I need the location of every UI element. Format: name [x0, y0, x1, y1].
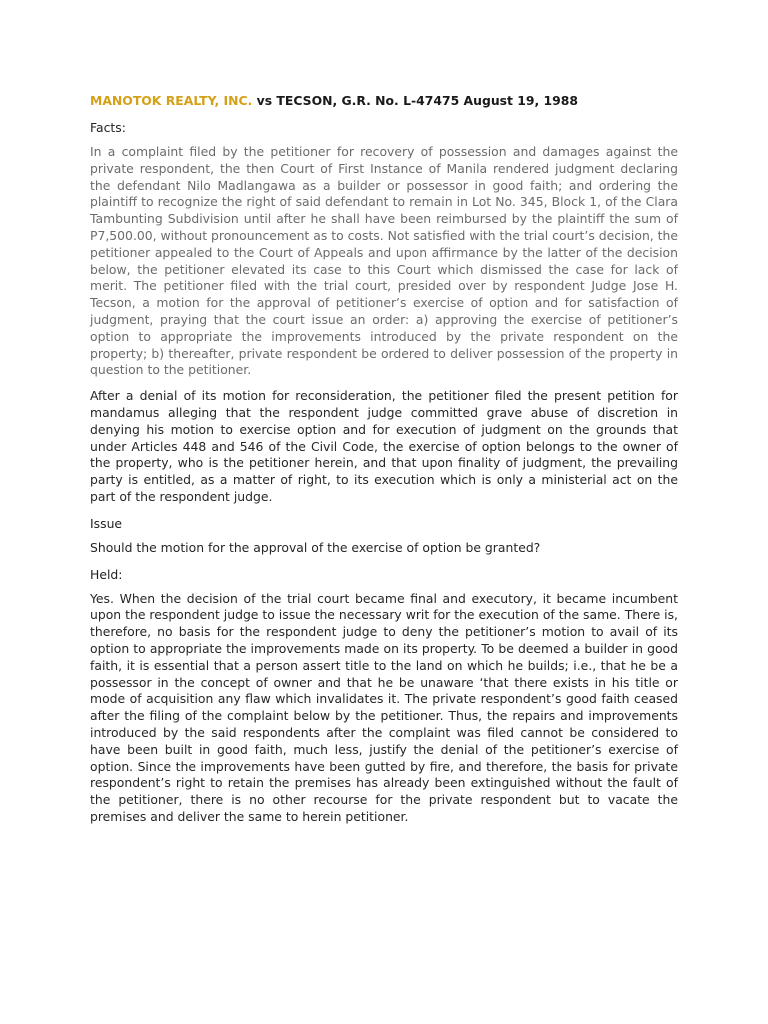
document-page: [90, 92, 678, 835]
issue-text: Should the motion for the approval of the exercise of option be granted?: [90, 539, 541, 555]
held-heading: Held:: [90, 566, 123, 582]
case-title-citation: vs TECSON, G.R. No. L-47475 August 19, 1988: [252, 93, 579, 108]
facts-paragraph-2: After a denial of its motion for reconsideration, the petitioner filed the present petition for mandamus alleging that the respondent judge committed grave abuse of discretion in denying his motion to exercise option and for execution of judgment on the grounds that under Articles 448 and 546 of the Civil Code, the exercise of option belongs to the owner of the property, who is the petitioner herein, and that upon finality of judgment, the prevailing party is entitled, as a matter of right, to its execution which is only a ministerial act on the part of the respondent judge.: [90, 388, 678, 504]
facts-paragraph-1: In a complaint filed by the petitioner for recovery of possession and damages against the private respondent, the then Court of First Instance of Manila rendered judgment declaring the defendant Nilo Madlangawa as a builder or possessor in good faith; and ordering the plaintiff to recognize the right of said defendant to remain in Lot No. 345, Block 1, of the Clara Tambunting Subdivision until after he shall have been reimbursed by the plaintiff the sum of P7,500.00, without pronouncement as to costs. Not satisfied with the trial court’s decision, the petitioner appealed to the Court of Appeals and upon affirmance by the latter of the decision below, the petitioner elevated its case to this Court which dismissed the case for lack of merit. The petitioner filed with the trial court, presided over by respondent Judge Jose H. Tecson, a motion for the approval of petitioner’s exercise of option and for satisfaction of judgment, praying that the court issue an order: a) approving the exercise of petitioner’s option to appropriate the improvements introduced by the private respondent on the property; b) thereafter, private respondent be ordered to deliver possession of the property in question to the petitioner.: [90, 144, 679, 378]
issue-heading: Issue: [90, 515, 123, 531]
case-title: [90, 92, 678, 110]
case-title-party: MANOTOK REALTY, INC.: [90, 93, 253, 108]
facts-heading: Facts:: [90, 120, 126, 135]
held-text: Yes. When the decision of the trial court became final and executory, it became incumbent upon the respondent judge to issue the necessary writ for the execution of the same. There is, therefore, no basis for the respondent judge to deny the petitioner’s motion to avail of its option to appropriate the improvements made on its property. To be deemed a builder in good faith, it is essential that a person assert title to the land on which he builds; i.e., that he be a possessor in the concept of owner and that he be unaware ‘that there exists in his title or mode of acquisition any flaw which invalidates it. The private respondent’s good faith ceased after the filing of the complaint below by the petitioner. Thus, the repairs and improvements introduced by the said respondents after the complaint was filed cannot be considered to have been built in good faith, much less, justify the denial of the petitioner’s exercise of option. Since the improvements have been gutted by fire, and therefore, the basis for private respondent’s right to retain the premises has already been extinguished without the fault of the petitioner, there is no other recourse for the private respondent but to vacate the premises and deliver the same to herein petitioner.: [90, 590, 678, 824]
